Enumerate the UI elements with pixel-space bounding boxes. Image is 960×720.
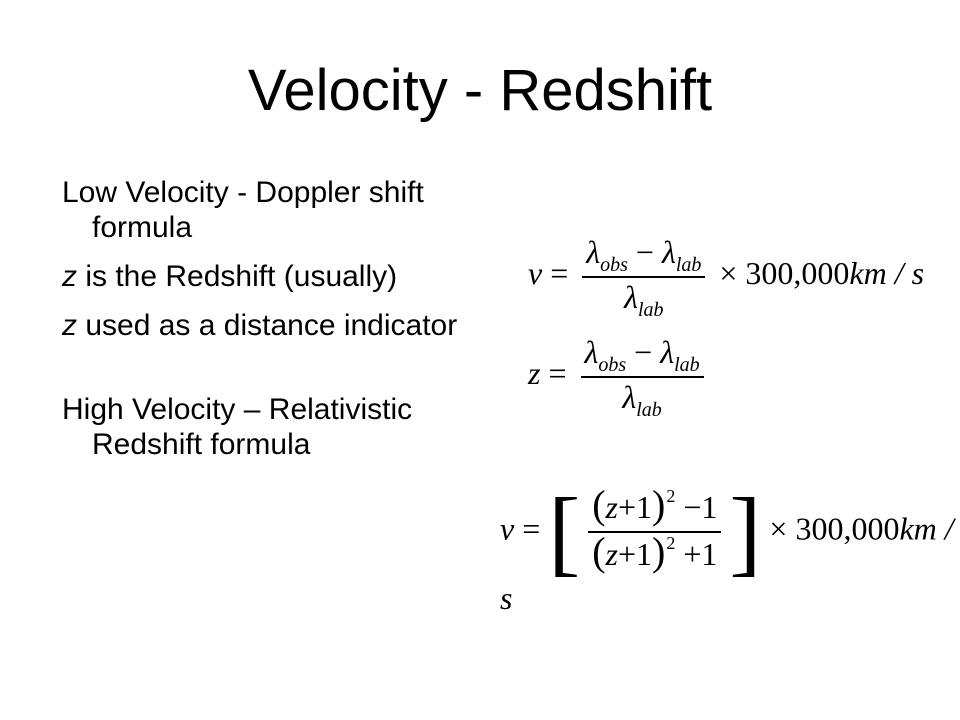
relativistic-velocity-equation: v = [ $\frac{(z+1)^2 -1}{(z+1)^2 +1}$ ] × 300,000km / s: [500, 478, 954, 616]
right-bracket: ]: [729, 478, 762, 585]
relativistic-fraction: $\frac{(z+1)^2 -1}{(z+1)^2 +1}$: [588, 486, 721, 578]
redshift-fraction: $\frac{\lambda_{obs} - \lambda_{lab}}{\lambda_{lab}}$: [581, 333, 704, 421]
bullet-high-velocity: High Velocity – Relativistic Redshift formula: [62, 393, 413, 461]
bullet-list: [62, 175, 462, 462]
bullet-z-redshift: z is the Redshift (usually): [62, 260, 398, 293]
doppler-velocity-equation: v = $\frac{\lambda_{obs} - \lambda_{lab}}{\lambda_{lab}}$ × 300,000km / s: [528, 234, 925, 321]
redshift-definition-equation: z = $\frac{\lambda_{obs} - \lambda_{lab}}{\lambda_{lab}}$: [528, 333, 710, 421]
doppler-fraction: $\frac{\lambda_{obs} - \lambda_{lab}}{\lambda_{lab}}$: [582, 233, 705, 321]
bullet-z-distance: z used as a distance indicator: [62, 309, 458, 342]
bullet-low-velocity: Low Velocity - Doppler shift formula: [62, 176, 424, 244]
slide-title: Velocity - Redshift: [247, 58, 713, 123]
left-bracket: [: [548, 478, 581, 585]
